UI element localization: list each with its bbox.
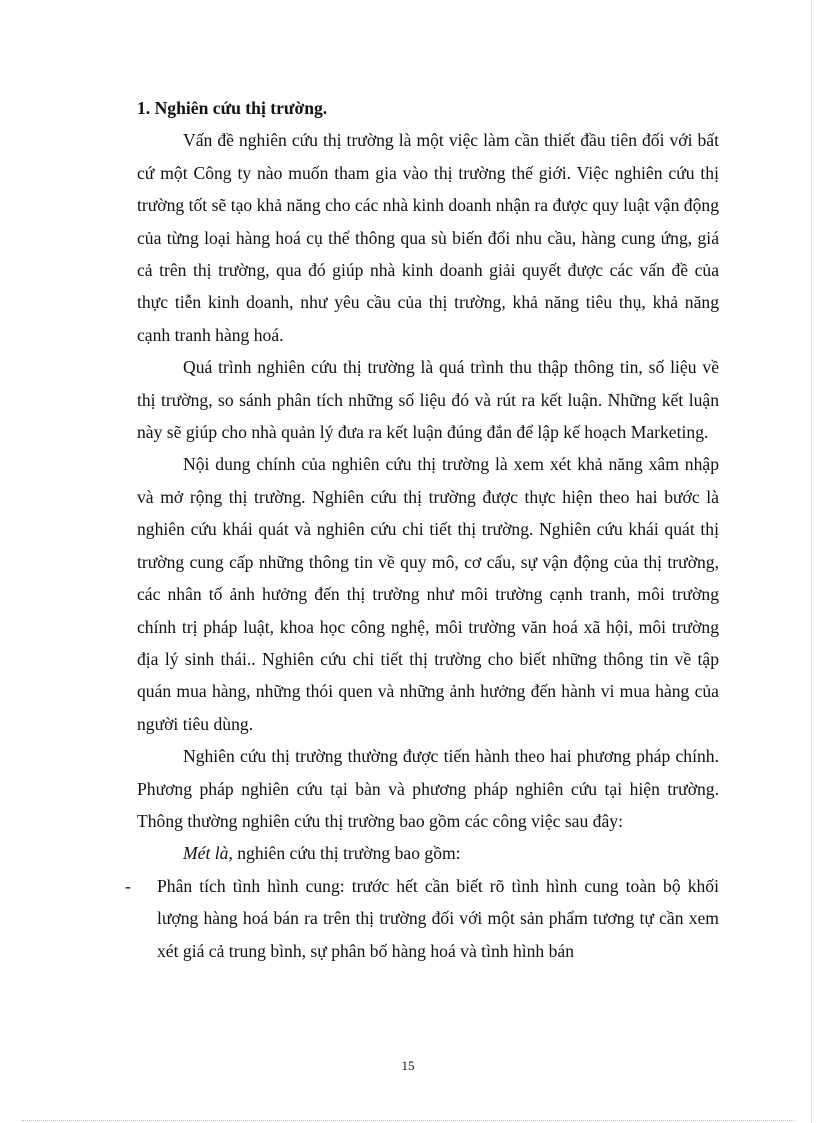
paragraph-research-content: Nội dung chính của nghiên cứu thị trường là xem xét khả năng xâm nhập và mở rộng thị trường. Nghiên cứu thị trường được thực hiện theo hai bước là nghiên cứu khái quát và nghiên cứu chi tiết thị trường. Nghiên cứu khái quát thị trường cung cấp những thông tin về quy mô, cơ cấu, sự vận động của thị trường, các nhân tố ảnh hưởng đến thị trường như môi trường cạnh tranh, môi trường chính trị pháp luật, khoa học công nghệ, môi trường văn hoá xã hội, môi trường địa lý sinh thái.. Nghiên cứu chi tiết thị trường cho biết những thông tin về tập quán mua hàng, những thói quen và những ảnh hưởng đến hành vi mua hàng của người tiêu dùng. xyxy=(137,454,719,734)
bullet-text: Phân tích tình hình cung: trước hết cần biết rõ tình hình cung toàn bộ khối lượng hàng hoá bán ra trên thị trường đối với một sản phẩm tương tự cần xem xét giá cả trung bình, sự phân bố hàng hoá và tình hình bán xyxy=(157,875,719,961)
footer-rule xyxy=(22,1120,794,1121)
first-point-rest: , nghiên cứu thị trường bao gồm: xyxy=(228,843,461,864)
paragraph-market-research-importance: Vấn đề nghiên cứu thị trường là một việc làm cần thiết đầu tiên đối với bất cứ một Công ty nào muốn tham gia vào thị trường thế giới. Việc nghiên cứu thị trường tốt sẽ tạo khả năng cho các nhà kinh doanh nhận ra được quy luật vận động của từng loại hàng hoá cụ thể thông qua sù biến đổi nhu cầu, hàng cung ứng, giá cả trên thị trường, qua đó giúp nhà kinh doanh giải quyết được các vấn đề của thực tiễn kinh doanh, như yêu cầu của thị trường, khả năng tiêu thụ, khả năng cạnh tranh hàng hoá. xyxy=(137,130,719,345)
bullet-marker: - xyxy=(125,875,131,896)
first-point-paragraph xyxy=(137,837,719,869)
page-edge-rule xyxy=(811,0,812,1123)
first-point-lead: Mét là xyxy=(183,843,229,864)
page-number: 15 xyxy=(401,1058,415,1073)
bullet-item xyxy=(125,870,719,967)
page-content xyxy=(125,92,719,967)
paragraph-research-methods: Nghiên cứu thị trường thường được tiến hành theo hai phương pháp chính. Phương pháp nghiên cứu tại bàn và phương pháp nghiên cứu tại hiện trường. Thông thường nghiên cứu thị trường bao gồm các công việc sau đây: xyxy=(137,746,719,831)
paragraph-research-process: Quá trình nghiên cứu thị trường là quá trình thu thập thông tin, số liệu về thị trường, so sánh phân tích những số liệu đó và rút ra kết luận. Những kết luận này sẽ giúp cho nhà quản lý đưa ra kết luận đúng đắn để lập kế hoạch Marketing. xyxy=(137,357,719,443)
section-heading: 1. Nghiên cứu thị trường. xyxy=(137,98,328,118)
